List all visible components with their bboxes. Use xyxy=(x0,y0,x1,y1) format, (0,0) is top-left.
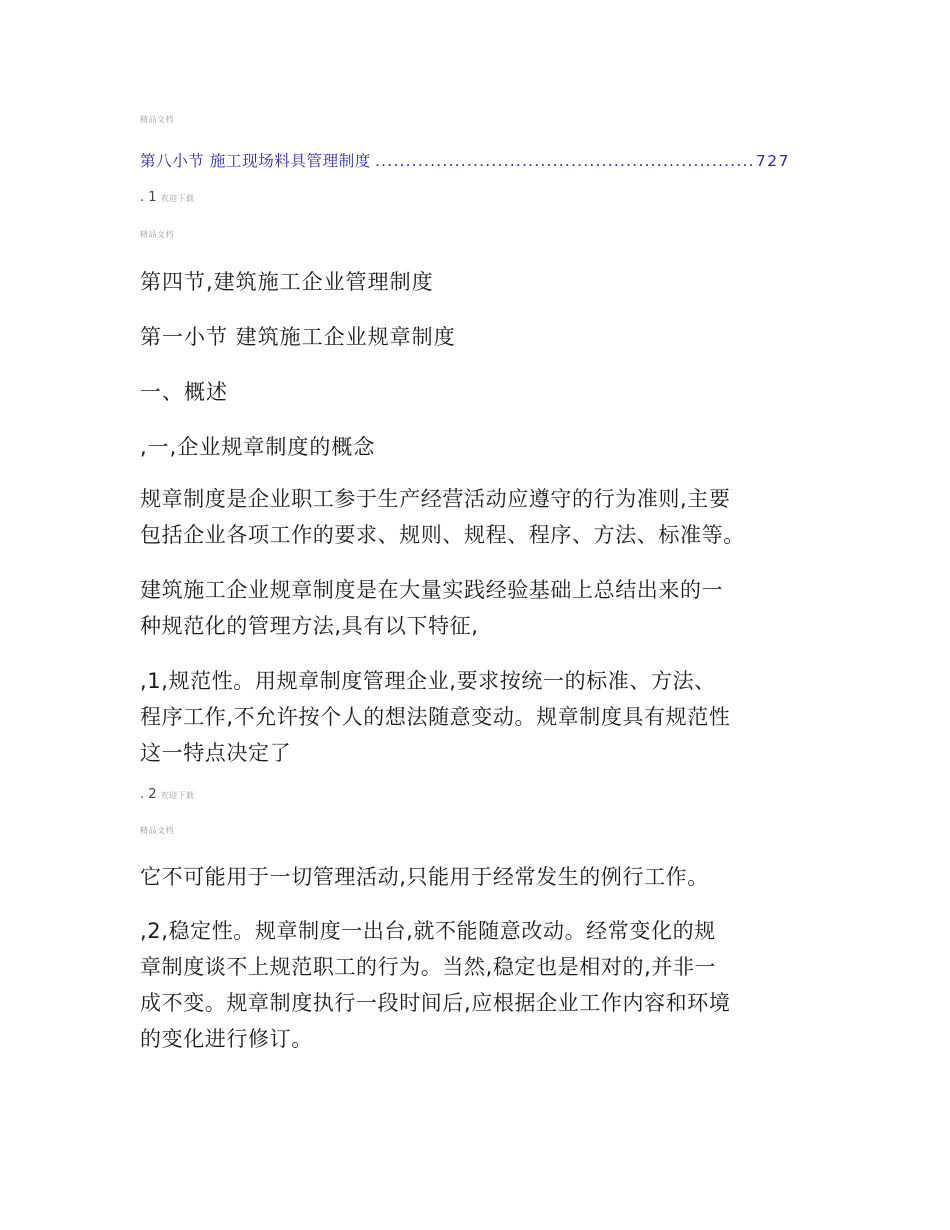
header-label: 精品文档 xyxy=(140,826,174,835)
toc-entry-page: 727 xyxy=(755,152,790,170)
text-line: 种规范化的管理方法,具有以下特征, xyxy=(140,614,479,638)
text-line: 这一特点决定了 xyxy=(140,741,292,765)
text-line: 成不变。规章制度执行一段时间后,应根据企业工作内容和环境 xyxy=(140,991,731,1015)
paragraph-definition xyxy=(140,481,830,553)
text-line: 它不可能用于一切管理活动,只能用于经常发生的例行工作。 xyxy=(140,865,709,889)
page-marker-2 xyxy=(140,787,195,802)
text-line: 的变化进行修订。 xyxy=(140,1027,313,1051)
paragraph-normative xyxy=(140,663,830,771)
text-line: 章制度谈不上规范职工的行为。当然,稳定也是相对的,并非一 xyxy=(140,955,717,979)
footer-label: 欢迎下载 xyxy=(160,791,195,800)
page-number: . 2 xyxy=(140,787,157,802)
toc-dot-leader xyxy=(375,152,752,170)
text-line: 包括企业各项工作的要求、规则、规程、程序、方法、标准等。 xyxy=(140,523,745,547)
page-marker-1 xyxy=(140,190,195,205)
toc-entry[interactable] xyxy=(140,149,790,171)
overview-heading: 一、概述 xyxy=(140,380,228,404)
section-heading: 第四节,建筑施工企业管理制度 xyxy=(140,270,434,294)
header-label: 精品文档 xyxy=(140,230,174,239)
toc-entry-title: 第八小节 施工现场料具管理制度 xyxy=(140,152,371,170)
text-line: ,1,规范性。用规章制度管理企业,要求按统一的标准、方法、 xyxy=(140,669,716,693)
page-number: . 1 xyxy=(140,190,157,205)
header-label: 精品文档 xyxy=(140,115,174,124)
text-line: 程序工作,不允许按个人的想法随意变动。规章制度具有规范性 xyxy=(140,705,731,729)
text-line: ,2,稳定性。规章制度一出台,就不能随意改动。经常变化的规 xyxy=(140,919,716,943)
concept-heading: ,一,企业规章制度的概念 xyxy=(140,435,376,459)
paragraph-stability xyxy=(140,913,830,1057)
text-line: 建筑施工企业规章制度是在大量实践经验基础上总结出来的一 xyxy=(140,578,724,602)
subsection-heading: 第一小节 建筑施工企业规章制度 xyxy=(140,325,456,349)
text-line: 规章制度是企业职工参于生产经营活动应遵守的行为准则,主要 xyxy=(140,487,731,511)
paragraph-continuation xyxy=(140,859,830,895)
footer-label: 欢迎下载 xyxy=(160,194,195,203)
paragraph-features-intro xyxy=(140,572,830,644)
